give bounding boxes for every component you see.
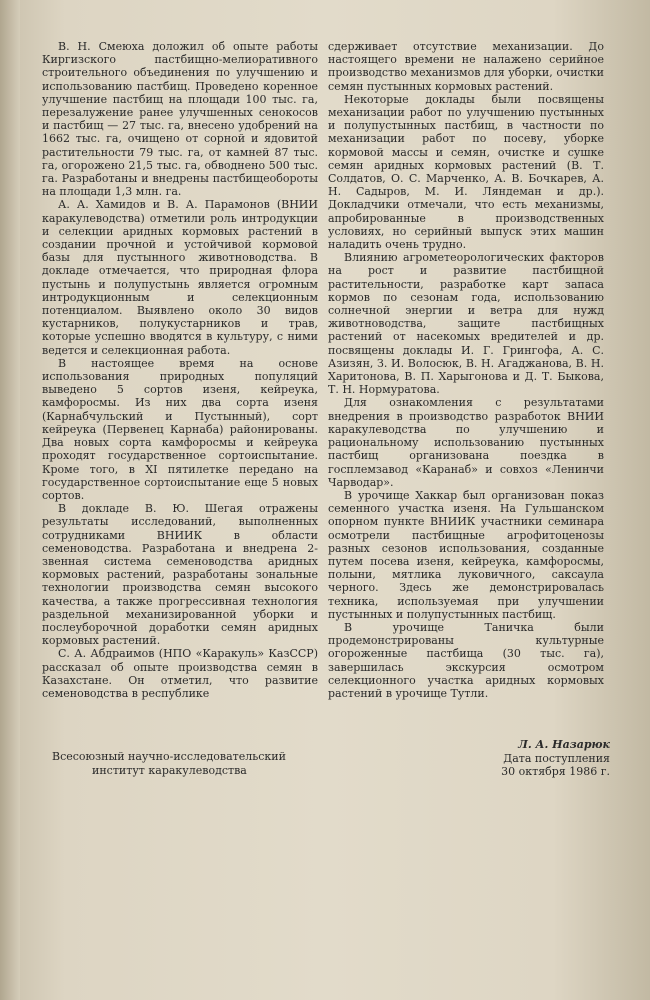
paragraph: С. А. Абдраимов (НПО «Каракуль» КазССР) рассказал об опыте производства семян в Казахстане. Он отметил, что развитие семеноводства в республике: [42, 647, 318, 700]
signature-block: [470, 738, 610, 779]
paragraph: В урочище Таничка были продемонстрированы культурные огороженные пастбища (30 тыс. га), завершилась экскурсия осмотром селекционного участка аридных кормовых растений в урочище Тутли.: [328, 620, 604, 700]
paragraph: А. А. Хамидов и В. А. Парамонов (ВНИИ каракулеводства) отметили роль интродукции и селекции аридных кормовых растений в создании прочной и устойчивой кормовой базы для пустынного животноводства. В докладе отмечается, что природная флора пустынь и полупустынь является огромным интродукционным и селекционным потенциалом. Выявлено около 30 видов кустарников, полукустарников и трав, которые успешно вводятся в культуру, с ними ведется и селекционная работа.: [42, 198, 318, 357]
affiliation-line: Всесоюзный научно-исследовательский: [52, 750, 286, 763]
right-text-column: [328, 40, 604, 700]
paragraph: Влиянию агрометеорологических факторов на рост и развитие пастбищной растительности, разработке карт запаса кормов по сезонам года, использованию солнечной энергии и ветра для нужд животноводства, защите пастбищных растений от насекомых вредителей и др. посвящены доклады И. Г. Грингофа, А. С. Азизян, З. И. Волосюк, В. Н. Агаджанова, В. Н. Харитонова, В. П. Харыгонова и Д. Т. Быкова, Т. Н. Нормуратова.: [328, 251, 604, 397]
paragraph: Для ознакомления с результатами внедрения в производство разработок ВНИИ каракулеводства по улучшению и рациональному использованию пустынных пастбищ организована поездка в госплемзавод «Каранаб» и совхоз «Ленинчи Чарводар».: [328, 396, 604, 489]
institution-affiliation: [52, 750, 312, 777]
paragraph: В докладе В. Ю. Шегая отражены результаты исследований, выполненных сотрудниками ВНИИК в области семеноводства. Разработана и внедрена 2-звенная система семеноводства аридных кормовых растений, разработаны зональные технологии производства семян высокого качества, а также прогрессивная технология раздельной механизированной уборки и послеуборочной доработки семян аридных кормовых растений.: [42, 502, 318, 648]
paragraph: В урочище Хаккар был организован показ семенного участка изеня. На Гульшанском опорном пункте ВНИИК участники семинара осмотрели пастбищные агрофитоценозы разных сезонов использования, созданные путем посева изеня, кейреука, камфоросмы, полыни, мятлика луковичного, саксаула черного. Здесь же демонстрировалась техника, используемая при улучшении пустынных и полупустынных пастбищ.: [328, 488, 604, 621]
received-date: 30 октября 1986 г.: [501, 765, 610, 778]
affiliation-line: институт каракулеводства: [92, 763, 247, 777]
paragraph: В настоящее время на основе использования природных популяций выведено 5 сортов изеня, кейреука, камфоросмы. Из них два сорта изеня (Карнабчульский и Пустынный), сорт кейреука (Первенец Карнаба) районированы. Два новых сорта камфоросмы и кейреука проходят государственное сортоиспытание. Кроме того, в XI пятилетке передано на государственное сортоиспытание еще 5 новых сортов.: [42, 356, 318, 502]
received-label: Дата поступления: [503, 751, 610, 765]
page-binding-shadow: [0, 0, 20, 1000]
paragraph: сдерживает отсутствие механизации. До настоящего времени не налажено серийное производство механизмов для уборки, очистки семян пустынных кормовых растений.: [328, 40, 604, 93]
paragraph: В. Н. Смеюха доложил об опыте работы Киргизского пастбищно-мелиоративного строительного объединения по улучшению и использованию пастбищ. Проведено коренное улучшение пастбищ на площади 100 тыс. га, перезалужение ранее улучшенных сенокосов и пастбищ — 27 тыс. га, внесено удобрений на 1662 тыс. га, очищено от сорной и ядовитой растительности 79 тыс. га, от камней 87 тыс. га, огорожено 21,5 тыс. га, обводнено 500 тыс. га. Разработаны и внедрены пастбищеобороты на площади 1,3 млн. га.: [42, 40, 318, 199]
left-text-column: [42, 40, 318, 700]
paragraph: Некоторые доклады были посвящены механизации работ по улучшению пустынных и полупустынных пастбищ, в частности по механизации работ по посеву, уборке кормовой массы и семян, очистке и сушке семян аридных кормовых растений (В. Т. Солдатов, О. С. Марченко, А. В. Бочкарев, А. Н. Садыров, М. И. Ляндеман и др.). Докладчики отмечали, что есть механизмы, апробированные в производственных условиях, но серийный выпуск этих машин наладить очень трудно.: [328, 92, 604, 252]
author-name: Л. А. Назарюк: [518, 738, 610, 751]
